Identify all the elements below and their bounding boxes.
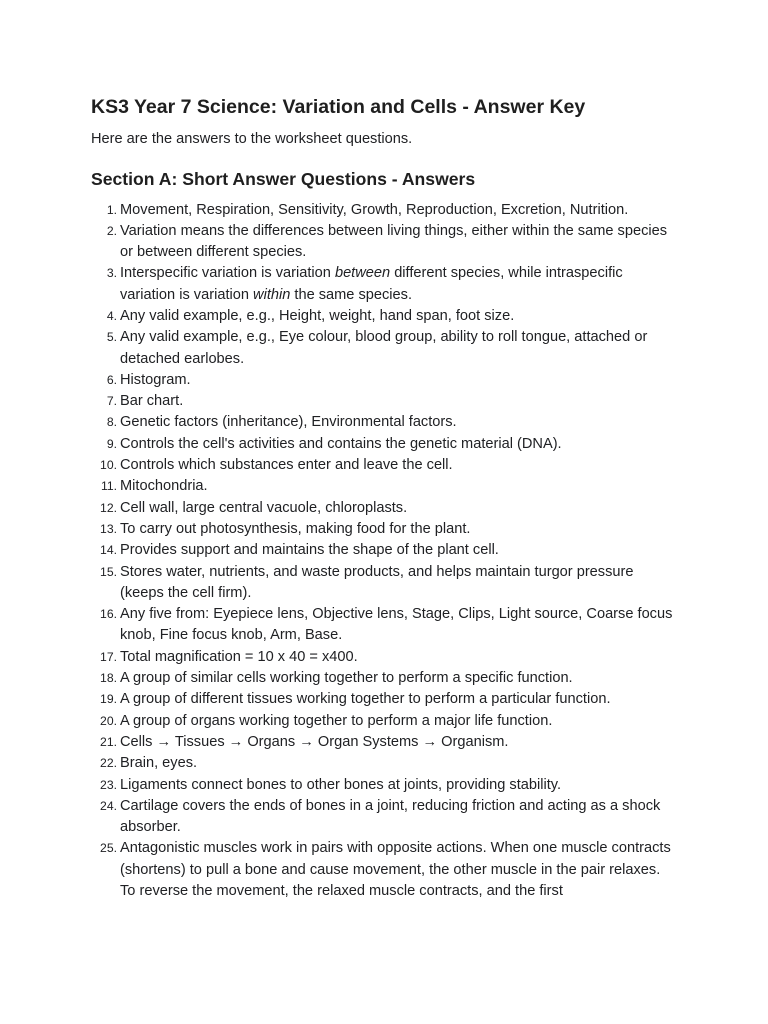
list-item-number: 20.: [100, 713, 117, 728]
list-item-number: 1.: [106, 202, 117, 217]
list-item: [0, 370, 678, 391]
intro-text: Here are the answers to the worksheet questions.: [91, 131, 413, 147]
list-item-text: Histogram.: [120, 371, 191, 388]
list-item: [0, 689, 678, 710]
list-item: [0, 498, 678, 519]
list-item-number: 12.: [100, 500, 117, 515]
list-item-number: 22.: [100, 756, 117, 771]
list-item-number: 25.: [100, 841, 117, 856]
list-item-number: 13.: [100, 521, 117, 536]
list-item-text: Controls the cell's activities and contains the genetic material (DNA).: [120, 435, 562, 452]
list-item-number: 4.: [106, 308, 117, 323]
list-item-number: 19.: [100, 692, 117, 707]
list-item-text: A group of similar cells working together to perform a specific function.: [120, 670, 573, 687]
list-item-text: Any valid example, e.g., Eye colour, blood group, ability to roll tongue, attached or detached earlobes.: [120, 329, 648, 367]
list-item-text: Mitochondria.: [120, 478, 208, 495]
list-item-text: Any five from: Eyepiece lens, Objective lens, Stage, Clips, Light source, Coarse focus knob, Fine focus knob, Arm, Base.: [120, 606, 673, 644]
list-item-text: Bar chart.: [120, 393, 184, 410]
list-item: [0, 604, 678, 647]
list-item-number: 9.: [106, 436, 117, 451]
list-item: [0, 434, 678, 455]
list-item-text: Any valid example, e.g., Height, weight, hand span, foot size.: [120, 307, 515, 324]
list-item-number: 18.: [100, 671, 117, 686]
list-item-number: 11.: [100, 479, 117, 494]
list-item-number: 24.: [100, 798, 117, 813]
list-item: [0, 263, 678, 306]
list-item-number: 23.: [100, 777, 117, 792]
list-item-text: Genetic factors (inheritance), Environmental factors.: [120, 414, 457, 431]
list-item-text: Cartilage covers the ends of bones in a joint, reducing friction and acting as a shock absorber.: [120, 797, 661, 836]
list-item-number: 6.: [106, 372, 117, 387]
list-item-text: Stores water, nutrients, and waste products, and helps maintain turgor pressure (keeps the cell firm).: [120, 563, 634, 601]
list-item: [0, 668, 678, 689]
list-item: [0, 476, 678, 497]
list-item-number: 14.: [100, 543, 117, 558]
emphasis-between: between: [334, 265, 391, 282]
list-item: [0, 200, 678, 221]
list-item-number: 8.: [106, 415, 117, 430]
answer-list: [0, 200, 768, 903]
list-item-text: Cell wall, large central vacuole, chloroplasts.: [120, 499, 408, 516]
list-item-text: A group of organs working together to perform a major life function.: [120, 712, 553, 729]
list-item-text: [120, 263, 678, 306]
list-item-text: To carry out photosynthesis, making food for the plant.: [120, 520, 471, 537]
list-item: [0, 327, 678, 370]
list-item-number: 15.: [100, 564, 117, 579]
list-item: [0, 796, 678, 839]
list-item: [0, 519, 678, 540]
list-item: [0, 753, 678, 774]
list-item-number: 21.: [100, 734, 117, 749]
list-item-number: 5.: [106, 330, 117, 345]
section-a-heading: Section A: Short Answer Questions - Answers: [91, 169, 476, 189]
list-item: [0, 412, 678, 433]
list-item-number: 3.: [106, 266, 117, 281]
list-item-text: Cells → Tissues → Organs → Organ Systems → Organism.: [120, 733, 509, 750]
list-item-text: Ligaments connect bones to other bones at joints, providing stability.: [120, 776, 562, 793]
list-item-text: Provides support and maintains the shape of the plant cell.: [120, 542, 499, 559]
list-item: [0, 391, 678, 412]
list-item-number: 2.: [106, 223, 117, 238]
text-run: the same species.: [290, 286, 413, 303]
list-item-text: Total magnification = 10 x 40 = x400.: [120, 648, 358, 665]
list-item: [0, 775, 678, 796]
list-item: [0, 306, 678, 327]
list-item-text: Controls which substances enter and leave the cell.: [120, 457, 453, 474]
text-run: different species, while intraspecific variation is variation: [120, 265, 623, 303]
list-item-text: A group of different tissues working together to perform a particular function.: [120, 691, 611, 708]
list-item-text: Movement, Respiration, Sensitivity, Growth, Reproduction, Excretion, Nutrition.: [120, 201, 629, 218]
list-item: [0, 455, 678, 476]
list-item: [0, 838, 678, 902]
list-item: [0, 221, 678, 264]
list-item-number: 16.: [100, 607, 117, 622]
list-item: [0, 540, 678, 561]
emphasis-within: within: [253, 286, 291, 303]
list-item-text: Antagonistic muscles work in pairs with opposite actions. When one muscle contracts (shortens) to pull a bone and cause movement, the other muscle in the pair relaxes. To reverse the movement, the relaxed muscle contracts, and the first: [120, 840, 671, 899]
list-item: [0, 562, 678, 605]
list-item-text: Brain, eyes.: [120, 755, 198, 772]
list-item: [0, 647, 678, 668]
list-item-text: Variation means the differences between living things, either within the same species or between different species.: [120, 222, 668, 261]
list-item: [0, 732, 678, 753]
list-item: [0, 711, 678, 732]
list-item-number: 17.: [100, 649, 117, 664]
page-title: KS3 Year 7 Science: Variation and Cells - Answer Key: [91, 96, 586, 118]
list-item-number: 10.: [100, 458, 117, 473]
text-run: Interspecific variation is variation: [120, 265, 335, 282]
list-item-number: 7.: [106, 394, 117, 409]
